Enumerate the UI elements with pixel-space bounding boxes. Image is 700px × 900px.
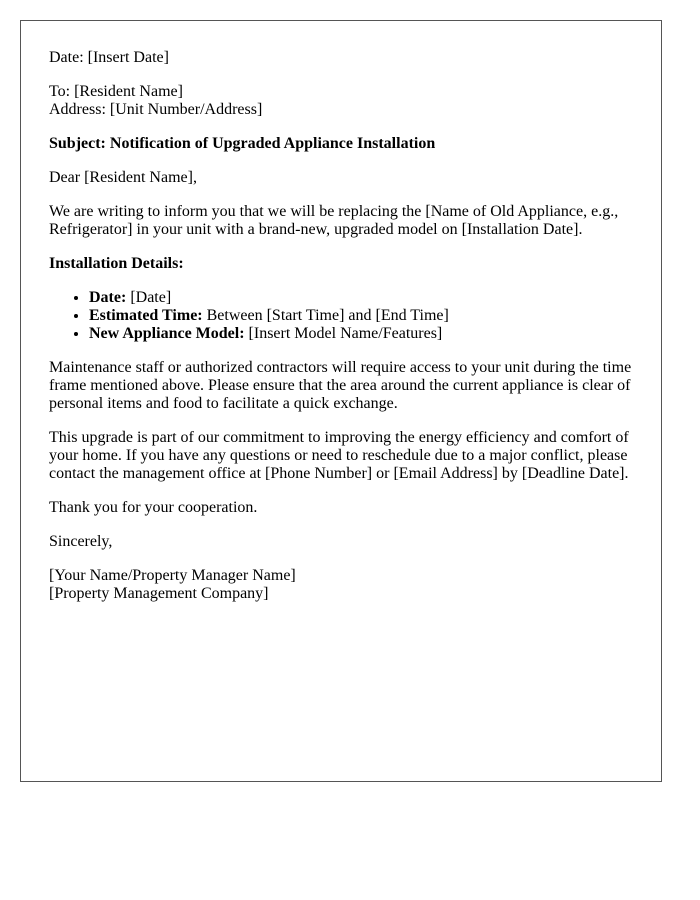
commitment-paragraph: This upgrade is part of our commitment to improving the energy efficiency and comfort of your home. If you have any questions or need to reschedule due to a major conflict, please contact the management office at [Phone Number] or [Email Address] by [Deadline Date]. (49, 429, 629, 482)
to-line: To: [Resident Name] (49, 83, 183, 100)
detail-value: [Insert Model Name/Features] (244, 325, 443, 342)
detail-label: New Appliance Model: (89, 325, 245, 342)
signer-company: [Property Management Company] (49, 585, 269, 602)
detail-label: Estimated Time: (89, 307, 203, 324)
letter-document (20, 20, 662, 782)
recipient-block (49, 83, 633, 119)
thanks-line: Thank you for your cooperation. (49, 499, 258, 516)
address-line: Address: [Unit Number/Address] (49, 101, 263, 118)
details-heading: Installation Details: (49, 255, 184, 272)
detail-value: Between [Start Time] and [End Time] (202, 307, 449, 324)
closing-line: Sincerely, (49, 533, 113, 550)
signature-block (49, 567, 633, 603)
detail-item-time (89, 307, 633, 325)
detail-value: [Date] (126, 289, 172, 306)
signer-name: [Your Name/Property Manager Name] (49, 567, 296, 584)
subject-line: Subject: Notification of Upgraded Appliance Installation (49, 135, 436, 152)
detail-label: Date: (89, 289, 127, 306)
date-line: Date: [Insert Date] (49, 49, 169, 66)
detail-item-date (89, 289, 633, 307)
detail-item-model (89, 325, 633, 343)
access-paragraph: Maintenance staff or authorized contractors will require access to your unit during the time frame mentioned above. Please ensure that the area around the current appliance is clear of personal items and food to facilitate a quick exchange. (49, 359, 632, 412)
details-list (49, 289, 633, 343)
intro-paragraph: We are writing to inform you that we will be replacing the [Name of Old Appliance, e.g., Refrigerator] in your unit with a brand-new, upgraded model on [Installation Date]. (49, 203, 619, 238)
salutation: Dear [Resident Name], (49, 169, 197, 186)
